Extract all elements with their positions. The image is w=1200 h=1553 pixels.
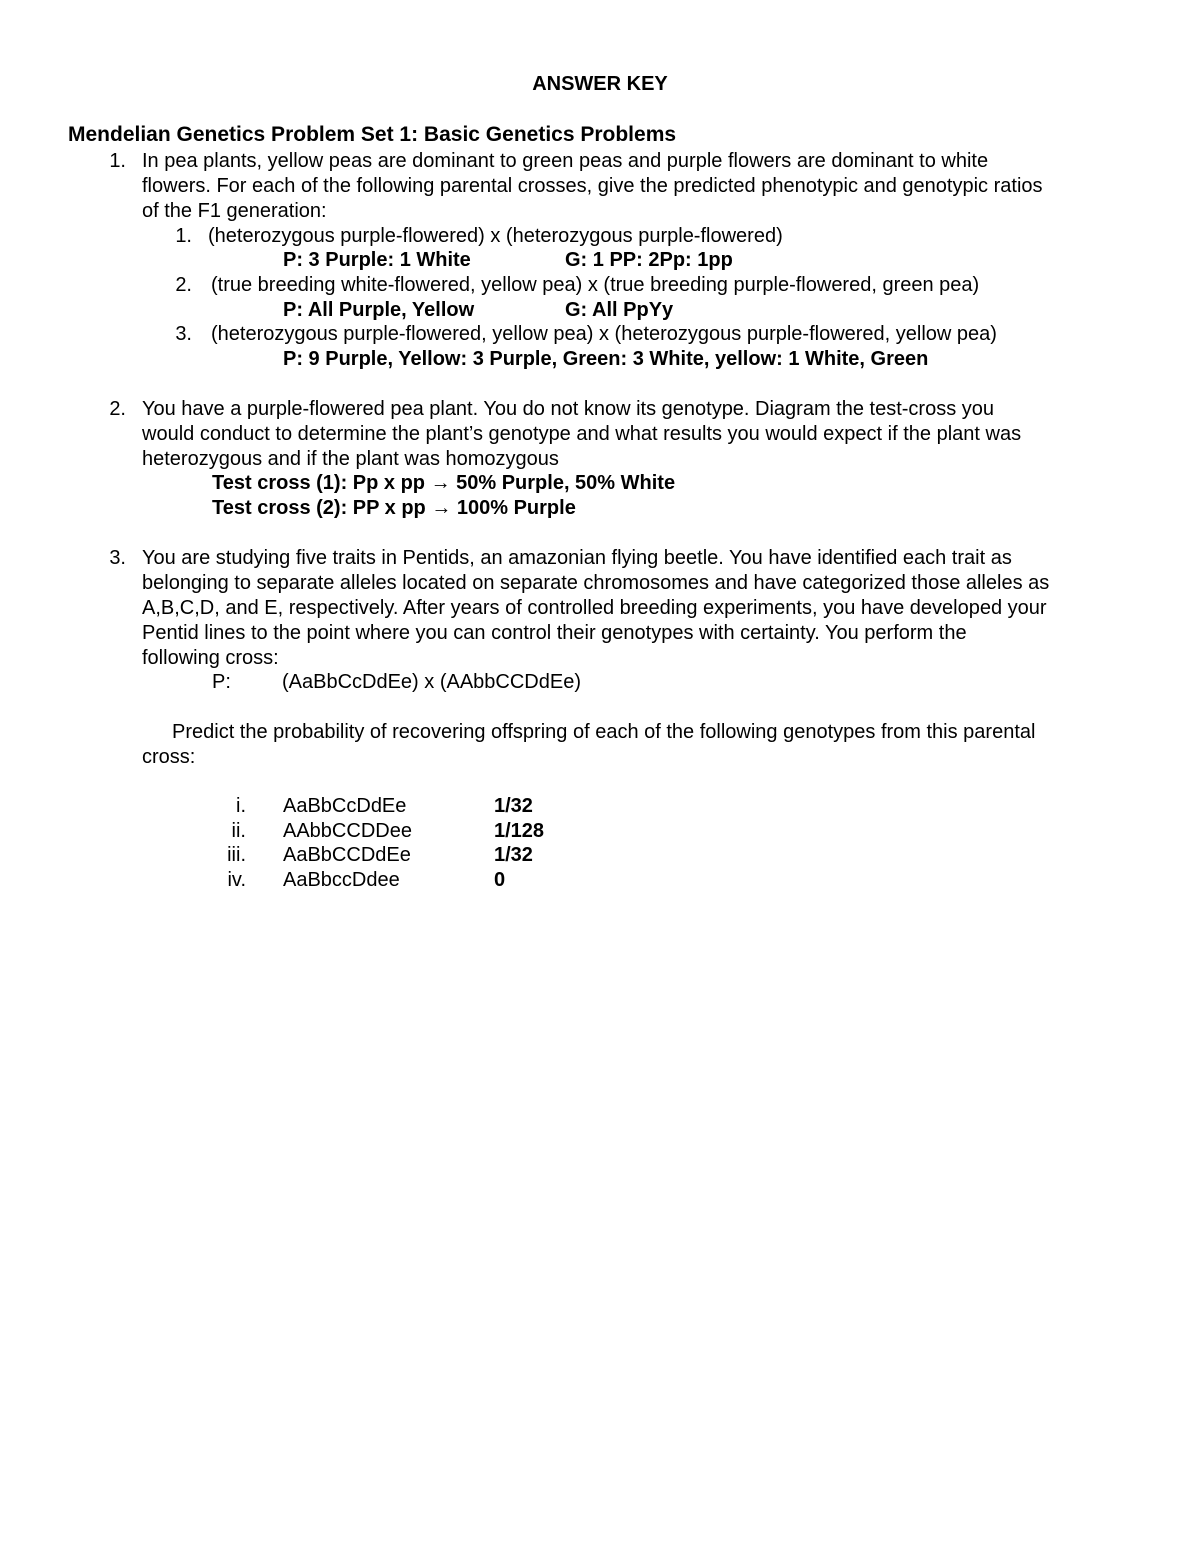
problem-set-heading: Mendelian Genetics Problem Set 1: Basic Genetics Problems xyxy=(68,123,677,146)
question-3-line-3: A,B,C,D, and E, respectively. After years of controlled breeding experiments, you have developed your xyxy=(142,597,1047,619)
page-title: ANSWER KEY xyxy=(532,73,668,95)
item-numeral: i. xyxy=(236,795,246,817)
item-numeral: iii. xyxy=(227,844,246,866)
item-answer: 1/32 xyxy=(494,795,533,817)
predict-line-1: Predict the probability of recovering offspring of each of the following genotypes from this parental xyxy=(172,721,1036,743)
question-3-line-2: belonging to separate alleles located on separate chromosomes and have categorized those alleles as xyxy=(142,572,1050,594)
predict-line-2: cross: xyxy=(142,746,196,768)
question-3-line-5: following cross: xyxy=(142,647,279,669)
test-cross-1: Test cross (1): Pp x pp → 50% Purple, 50% White xyxy=(212,472,676,494)
parental-cross: (AaBbCcDdEe) x (AAbbCCDdEe) xyxy=(282,671,581,693)
q1-sub-3-number: 3. xyxy=(175,323,192,345)
q1-sub-2-cross: (true breeding white-flowered, yellow pea) x (true breeding purple-flowered, green pea) xyxy=(211,274,980,296)
q1-sub-3-phenotype: P: 9 Purple, Yellow: 3 Purple, Green: 3 White, yellow: 1 White, Green xyxy=(283,348,929,370)
q1-sub-1-genotype: G: 1 PP: 2Pp: 1pp xyxy=(565,249,733,271)
question-2-line-2: would conduct to determine the plant’s genotype and what results you would expect if the plant was xyxy=(142,423,1022,445)
item-genotype: AaBbCcDdEe xyxy=(283,795,407,817)
q1-sub-2-number: 2. xyxy=(175,274,192,296)
item-answer: 0 xyxy=(494,869,506,891)
item-numeral: ii. xyxy=(231,820,246,842)
q1-sub-1-cross: (heterozygous purple-flowered) x (heterozygous purple-flowered) xyxy=(208,225,783,247)
item-answer: 1/32 xyxy=(494,844,533,866)
item-answer: 1/128 xyxy=(494,820,545,842)
item-genotype: AaBbCCDdEe xyxy=(283,844,411,866)
question-3-number: 3. xyxy=(109,547,126,569)
q1-sub-2-genotype: G: All PpYy xyxy=(565,299,674,321)
question-1-number: 1. xyxy=(109,150,126,172)
item-numeral: iv. xyxy=(227,869,246,891)
q1-sub-2-phenotype: P: All Purple, Yellow xyxy=(283,299,475,321)
question-3-line-1: You are studying five traits in Pentids, an amazonian flying beetle. You have identified each trait as xyxy=(142,547,1012,569)
q1-sub-3-cross: (heterozygous purple-flowered, yellow pea) x (heterozygous purple-flowered, yellow pea) xyxy=(211,323,997,345)
q1-sub-1-number: 1. xyxy=(175,225,192,247)
item-genotype: AAbbCCDDee xyxy=(283,820,412,842)
question-1-line-3: of the F1 generation: xyxy=(142,200,327,222)
parental-label: P: xyxy=(212,671,231,693)
q1-sub-1-phenotype: P: 3 Purple: 1 White xyxy=(283,249,471,271)
question-1-line-2: flowers. For each of the following parental crosses, give the predicted phenotypic and genotypic ratios xyxy=(142,175,1043,197)
question-3-line-4: Pentid lines to the point where you can control their genotypes with certainty. You perform the xyxy=(142,622,967,644)
question-1-line-1: In pea plants, yellow peas are dominant to green peas and purple flowers are dominant to white xyxy=(142,150,989,172)
question-2-line-3: heterozygous and if the plant was homozygous xyxy=(142,448,559,470)
question-2-number: 2. xyxy=(109,398,126,420)
item-genotype: AaBbccDdee xyxy=(283,869,400,891)
question-2-line-1: You have a purple-flowered pea plant. You do not know its genotype. Diagram the test-cross you xyxy=(142,398,995,420)
test-cross-2: Test cross (2): PP x pp → 100% Purple xyxy=(212,497,576,519)
